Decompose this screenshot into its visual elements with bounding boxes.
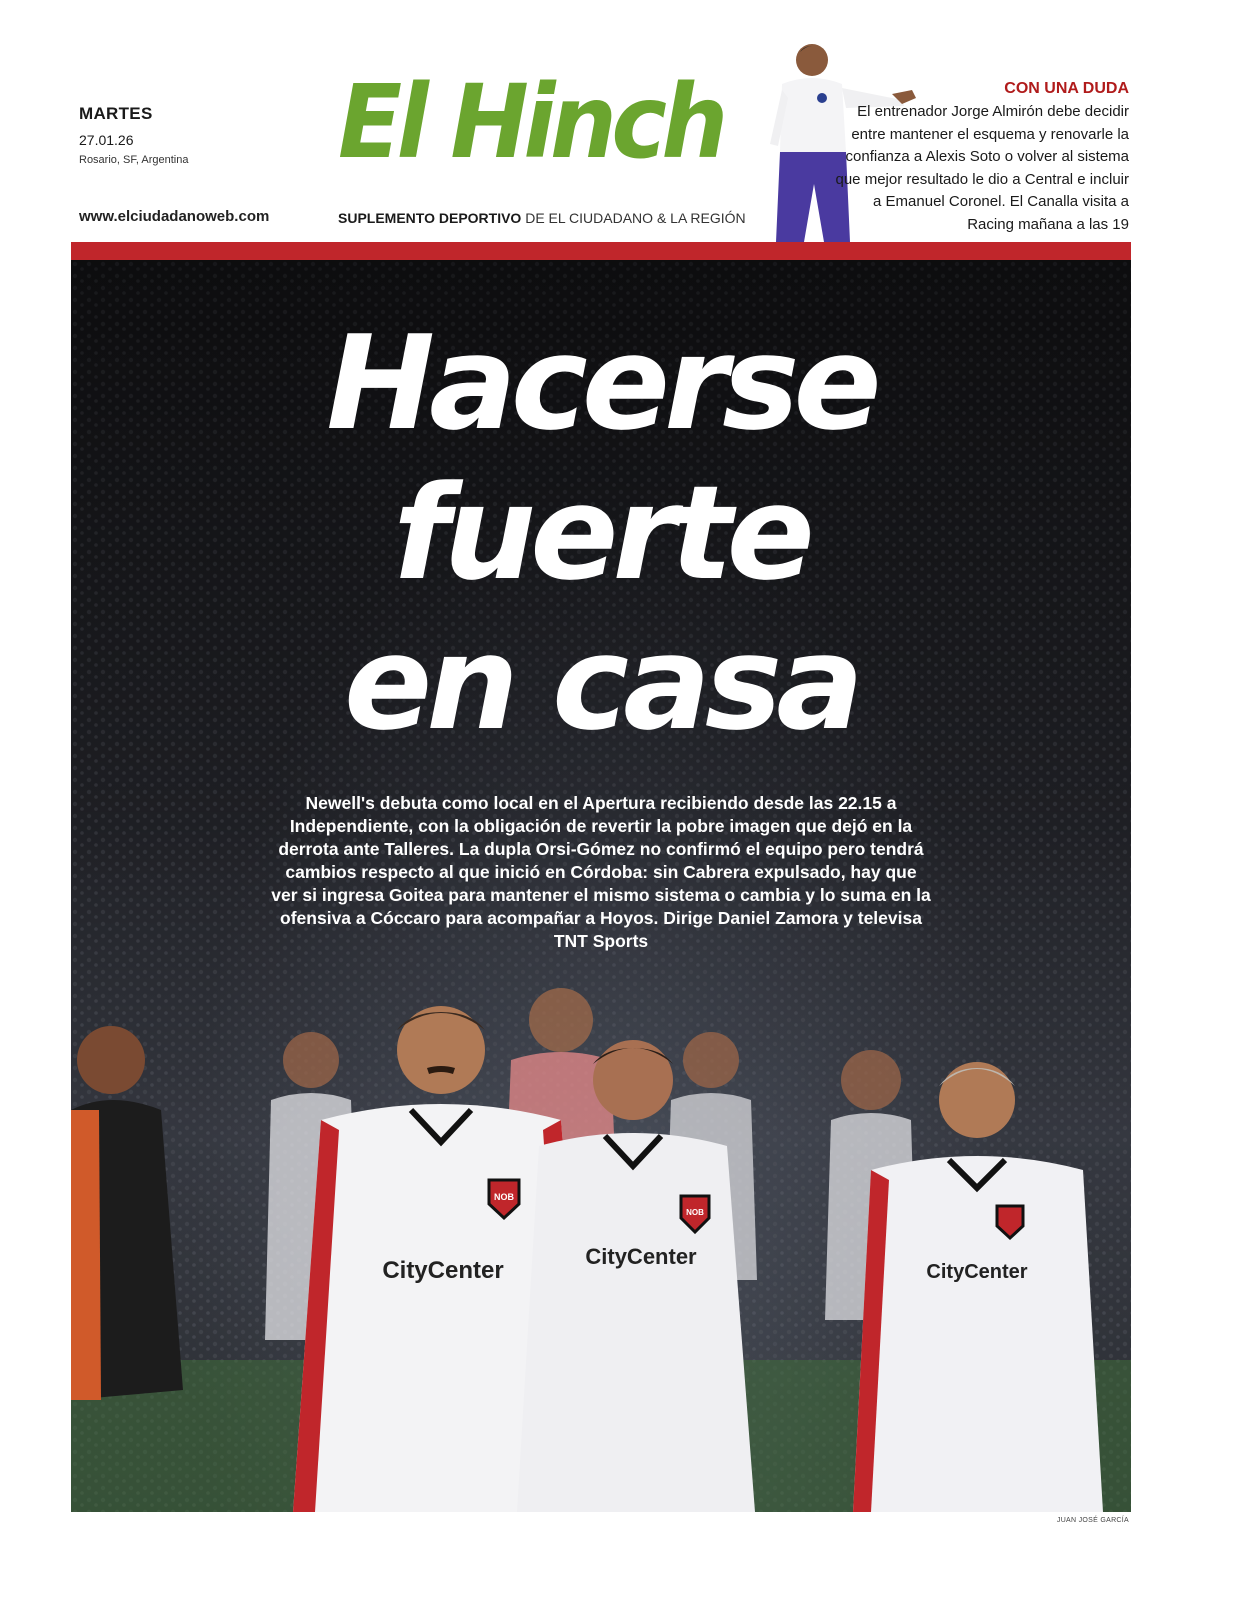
issue-date: 27.01.26 xyxy=(79,132,134,148)
issue-day: MARTES xyxy=(79,104,153,123)
badge-text-1: NOB xyxy=(494,1192,514,1202)
badge-text-2: NOB xyxy=(686,1208,704,1217)
cover-deck: Newell's debuta como local en el Apertura recibiendo desde las 22.15 a Independiente, con la obligación de revertir la pobre imagen que dejó en la derrota ante Talleres. La dupla Orsi-Gómez no confirmó el equipo pero tendrá cambios respecto al que inició en Córdoba: sin Cabrera expulsado, hay que ver si ingresa Goitea para mantener el mismo sistema o cambia y lo suma en la ofensiva a Cóccaro para acompañar a Hoyos. Dirige Daniel Zamora y televisa TNT Sports xyxy=(271,793,931,951)
sponsor-text-2: CityCenter xyxy=(585,1244,697,1269)
sidebar-kicker: CON UNA DUDA xyxy=(1004,80,1129,97)
headline-line-3: en casa xyxy=(344,607,858,759)
website-link[interactable]: www.elciudadanoweb.com xyxy=(79,208,270,225)
issue-meta xyxy=(79,104,188,166)
sidebar-body: El entrenador Jorge Almirón debe decidir entre mantener el esquema y renovarle la confianza a Alexis Soto o volver al sistema que mejor resultado le dio a Central e incluir a Emanuel Coronel. El Canalla visita a Racing mañana a las 19 xyxy=(835,103,1129,233)
headline-line-1: Hacerse xyxy=(326,307,876,459)
tagline-bold: SUPLEMENTO DEPORTIVO xyxy=(338,210,522,226)
tagline-rest: DE EL CIUDADANO & LA REGIÓN xyxy=(521,210,746,226)
issue-location: Rosario, SF, Argentina xyxy=(79,154,189,166)
headline-line-2: fuerte xyxy=(393,457,809,609)
masthead-logo: El Hinch xyxy=(338,63,723,182)
cover-photo xyxy=(71,260,1131,1512)
sidebar-story xyxy=(829,80,1129,236)
photo-credit: JUAN JOSÉ GARCÍA xyxy=(1056,1517,1129,1524)
masthead-tagline xyxy=(338,210,746,226)
header-divider xyxy=(71,242,1131,260)
sponsor-text-3: CityCenter xyxy=(926,1261,1028,1283)
sponsor-text-1: CityCenter xyxy=(382,1257,504,1284)
players-illustration xyxy=(71,960,1131,1512)
cover-headline xyxy=(71,308,1131,758)
